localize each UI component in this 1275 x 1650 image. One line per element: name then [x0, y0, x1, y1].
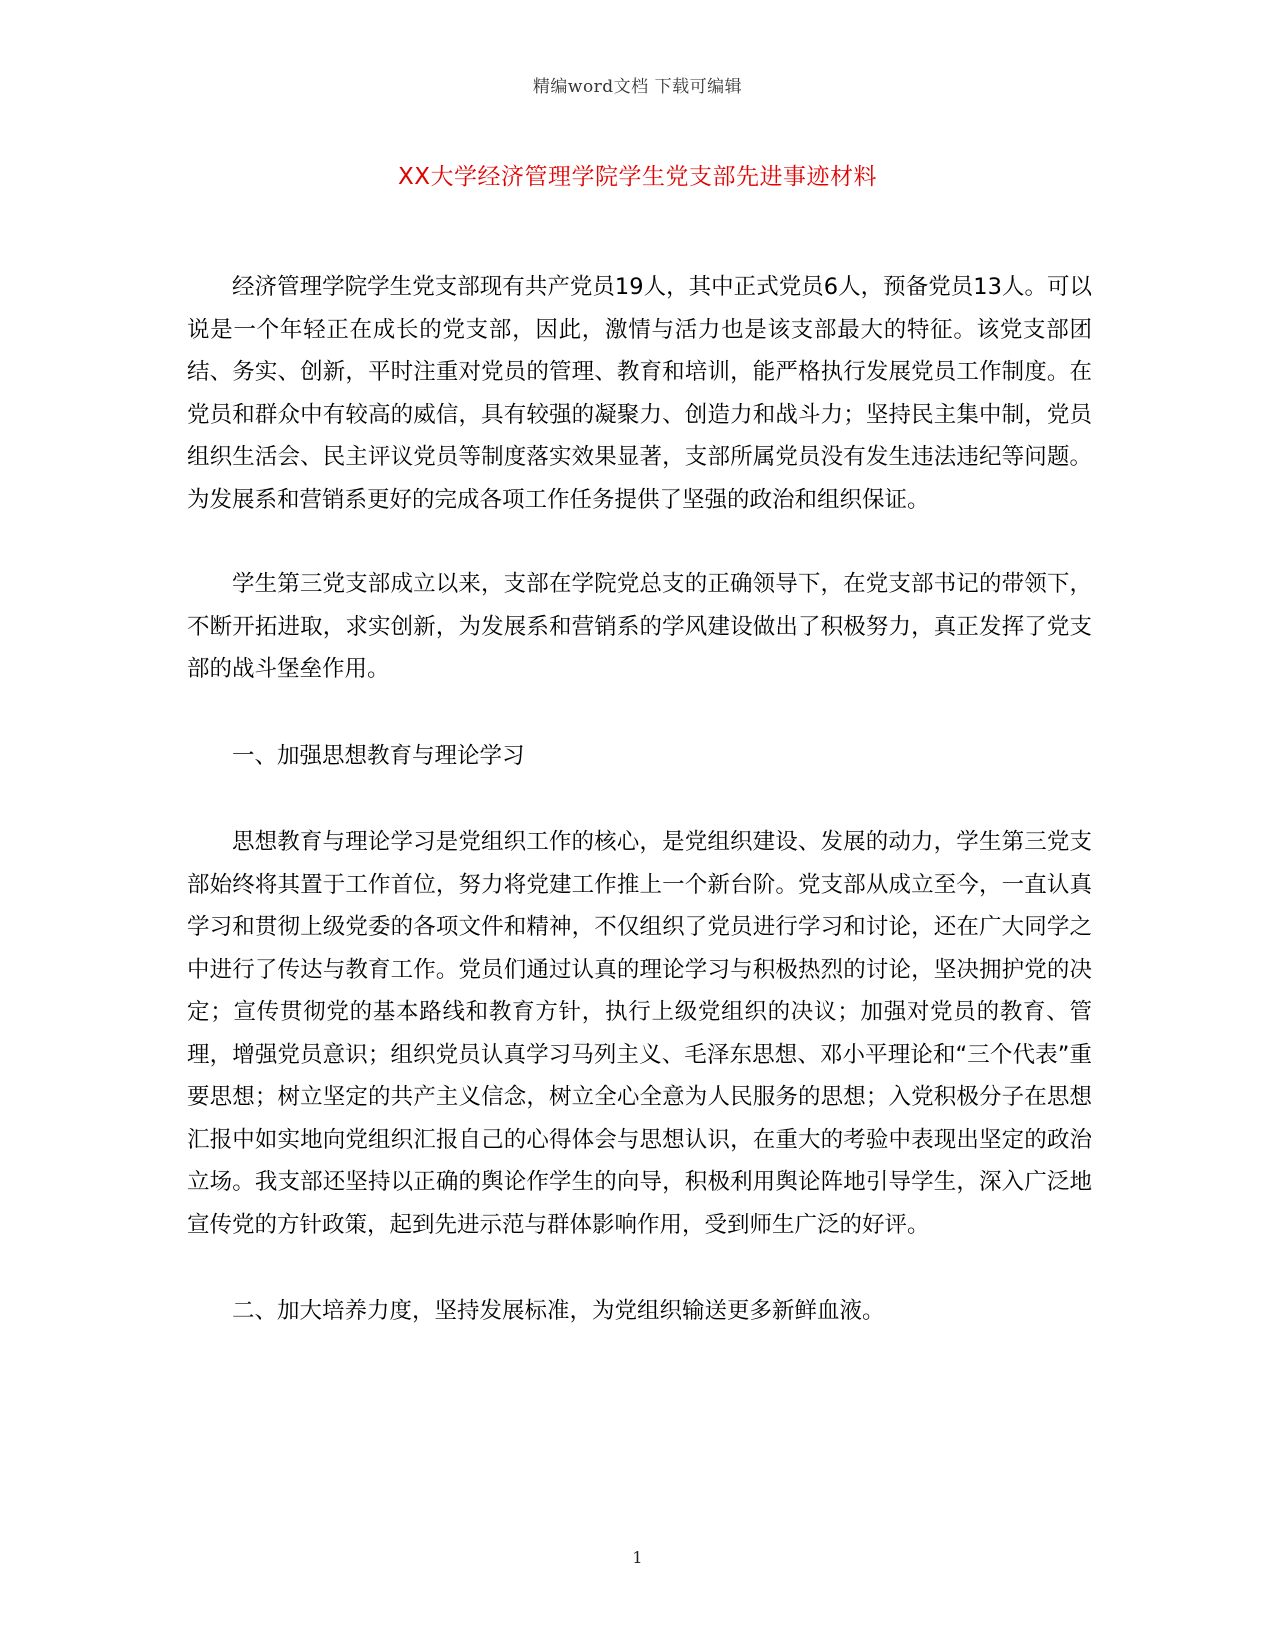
document-body — [187, 266, 1092, 1333]
document-title: XX大学经济管理学院学生党支部先进事迹材料 — [397, 164, 877, 190]
section-heading-2: 二、加大培养力度，坚持发展标准，为党组织输送更多新鲜血液。 — [232, 1298, 885, 1324]
paragraph-intro: 经济管理学院学生党支部现有共产党员19人，其中正式党员6人，预备党员13人。可以说是一个年轻正在成长的党支部，因此，激情与活力也是该支部最大的特征。该党支部团结、务实、创新，平时注重对党员的管理、教育和培训，能严格执行发展党员工作制度。在党员和群众中有较高的威信，具有较强的凝聚力、创造力和战斗力；坚持民主集中制，党员组织生活会、民主评议党员等制度落实效果显著，支部所属党员没有发生违法违纪等问题。为发展系和营销系更好的完成各项工作任务提供了坚强的政治和组织保证。 — [187, 274, 1092, 513]
page-header: 精编word文档 下载可编辑 — [532, 77, 743, 97]
paragraph-branch-history: 学生第三党支部成立以来，支部在学院党总支的正确领导下，在党支部书记的带领下，不断开拓进取，求实创新，为发展系和营销系的学风建设做出了积极努力，真正发挥了党支部的战斗堡垒作用。 — [187, 571, 1092, 682]
page-number: 1 — [632, 1548, 643, 1567]
paragraph-theory-study: 思想教育与理论学习是党组织工作的核心，是党组织建设、发展的动力，学生第三党支部始终将其置于工作首位，努力将党建工作推上一个新台阶。党支部从成立至今，一直认真学习和贯彻上级党委的各项文件和精神，不仅组织了党员进行学习和讨论，还在广大同学之中进行了传达与教育工作。党员们通过认真的理论学习与积极热烈的讨论，坚决拥护党的决定；宣传贯彻党的基本路线和教育方针，执行上级党组织的决议；加强对党员的教育、管理，增强党员意识；组织党员认真学习马列主义、毛泽东思想、邓小平理论和“三个代表”重要思想；树立坚定的共产主义信念，树立全心全意为人民服务的思想；入党积极分子在思想汇报中如实地向党组织汇报自己的心得体会与思想认识，在重大的考验中表现出坚定的政治立场。我支部还坚持以正确的舆论作学生的向导，积极利用舆论阵地引导学生，深入广泛地宣传党的方针政策，起到先进示范与群体影响作用，受到师生广泛的好评。 — [187, 829, 1092, 1238]
section-heading-1: 一、加强思想教育与理论学习 — [232, 742, 525, 769]
